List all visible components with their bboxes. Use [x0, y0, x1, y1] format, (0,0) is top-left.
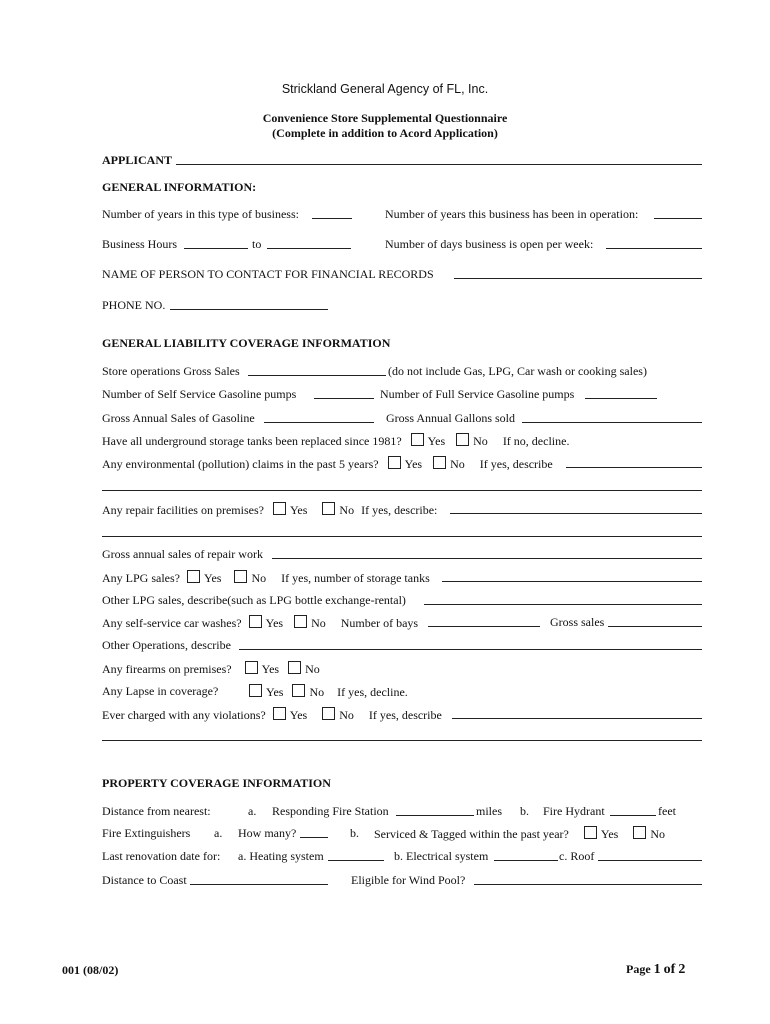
firearms-no-label: No — [305, 662, 320, 676]
other-ops-field[interactable] — [239, 649, 702, 650]
form-code: 001 (08/02) — [62, 963, 119, 977]
violations-note: If yes, describe — [368, 708, 442, 722]
car-wash-no-checkbox[interactable] — [294, 615, 307, 628]
violations-label: Ever charged with any violations? — [102, 708, 266, 722]
firearms-question — [102, 661, 320, 676]
repair-yes-label: Yes — [289, 503, 308, 517]
applicant-field[interactable] — [176, 164, 702, 165]
miles-label: miles — [476, 804, 502, 818]
hours-to-field[interactable] — [267, 248, 351, 249]
firearms-yes-checkbox[interactable] — [245, 661, 258, 674]
lpg-yes-checkbox[interactable] — [187, 570, 200, 583]
env-no-checkbox[interactable] — [433, 456, 446, 469]
violations-describe-field-2[interactable] — [102, 740, 702, 741]
serviced-yes-label: Yes — [600, 827, 619, 841]
years-type-label: Number of years in this type of business: — [102, 207, 299, 221]
env-describe-field-2[interactable] — [102, 490, 702, 491]
serviced-yes-checkbox[interactable] — [584, 826, 597, 839]
roof-label: c. Roof — [559, 849, 595, 863]
years-operation-field[interactable] — [654, 218, 702, 219]
hours-to-label: to — [252, 237, 262, 251]
repair-no-label: No — [339, 503, 355, 517]
repair-yes-checkbox[interactable] — [273, 502, 286, 515]
wind-pool-field[interactable] — [474, 884, 702, 885]
serviced-no-label: No — [650, 827, 666, 841]
electrical-label: b. Electrical system — [394, 849, 489, 863]
lpg-tanks-field[interactable] — [442, 581, 702, 582]
page-current: 1 — [653, 962, 661, 977]
lapse-yes-label: Yes — [266, 685, 284, 699]
full-pumps-field[interactable] — [585, 398, 657, 399]
violations-yes-checkbox[interactable] — [273, 707, 286, 720]
car-wash-no-label: No — [311, 616, 326, 630]
env-yes-label: Yes — [404, 457, 423, 471]
serviced-no-checkbox[interactable] — [633, 826, 646, 839]
page-of: of — [663, 962, 676, 977]
lapse-question — [102, 684, 218, 698]
extinguishers-b: b. — [350, 826, 359, 840]
gas-sales-label: Gross Annual Sales of Gasoline — [102, 411, 255, 425]
repair-note: If yes, describe: — [361, 503, 438, 517]
self-pumps-field[interactable] — [314, 398, 374, 399]
phone-label: PHONE NO. — [102, 298, 166, 312]
tanks-label: Have all underground storage tanks been replaced since 1981? — [102, 434, 402, 448]
roof-field[interactable] — [598, 860, 702, 861]
self-pumps-label: Number of Self Service Gasoline pumps — [102, 387, 297, 401]
distance-b: b. — [520, 804, 529, 818]
lpg-note: If yes, number of storage tanks — [281, 571, 430, 585]
feet-label: feet — [658, 804, 676, 818]
distance-a: a. — [248, 804, 257, 818]
applicant-label: APPLICANT — [102, 153, 173, 167]
lpg-no-checkbox[interactable] — [234, 570, 247, 583]
days-open-field[interactable] — [606, 248, 702, 249]
car-wash-yes-checkbox[interactable] — [249, 615, 262, 628]
repair-label: Any repair facilities on premises? — [102, 503, 264, 517]
lapse-note: If yes, decline. — [337, 685, 408, 699]
heating-field[interactable] — [328, 860, 384, 861]
car-wash-question — [102, 615, 418, 630]
lapse-options — [249, 684, 408, 699]
hours-from-field[interactable] — [184, 248, 248, 249]
gas-gallons-label: Gross Annual Gallons sold — [386, 411, 515, 425]
general-info-heading: GENERAL INFORMATION: — [102, 180, 257, 194]
station-label: Responding Fire Station — [272, 804, 389, 818]
wash-gross-label: Gross sales — [550, 615, 605, 629]
tanks-no-checkbox[interactable] — [456, 433, 469, 446]
lapse-label: Any Lapse in coverage? — [102, 684, 219, 698]
violations-no-label: No — [339, 708, 354, 722]
how-many-field[interactable] — [300, 837, 328, 838]
page-prefix: Page — [626, 962, 651, 976]
gas-gallons-field[interactable] — [522, 422, 702, 423]
firearms-yes-label: Yes — [261, 662, 280, 676]
car-wash-yes-label: Yes — [265, 616, 284, 630]
repair-sales-label: Gross annual sales of repair work — [102, 547, 263, 561]
env-yes-checkbox[interactable] — [388, 456, 401, 469]
tanks-question — [102, 433, 569, 448]
renovation-label: Last renovation date for: — [102, 849, 221, 863]
hydrant-field[interactable] — [610, 815, 656, 816]
full-pumps-label: Number of Full Service Gasoline pumps — [380, 387, 575, 401]
bays-label: Number of bays — [340, 616, 419, 630]
electrical-field[interactable] — [494, 860, 558, 861]
serviced-question — [374, 826, 665, 841]
gross-sales-field[interactable] — [248, 375, 386, 376]
tanks-yes-label: Yes — [427, 434, 446, 448]
hours-label: Business Hours — [102, 237, 178, 251]
repair-describe-field[interactable] — [450, 513, 702, 514]
form-title: Convenience Store Supplemental Questionnaire — [262, 111, 508, 125]
extinguishers-label: Fire Extinguishers — [102, 826, 191, 840]
env-label: Any environmental (pollution) claims in the past 5 years? — [102, 457, 379, 471]
tanks-note: If no, decline. — [502, 434, 570, 448]
bays-field[interactable] — [428, 626, 540, 627]
liability-heading: GENERAL LIABILITY COVERAGE INFORMATION — [102, 336, 391, 350]
repair-question — [102, 502, 437, 517]
lpg-question — [102, 570, 430, 585]
serviced-label: Serviced & Tagged within the past year? — [374, 827, 569, 841]
other-ops-label: Other Operations, describe — [102, 638, 231, 652]
repair-describe-field-2[interactable] — [102, 536, 702, 537]
days-open-label: Number of days business is open per week: — [385, 237, 594, 251]
property-heading: PROPERTY COVERAGE INFORMATION — [102, 776, 331, 790]
violations-describe-field[interactable] — [452, 718, 702, 719]
env-no-label: No — [450, 457, 465, 471]
repair-no-checkbox[interactable] — [322, 502, 335, 515]
gross-sales-label: Store operations Gross Sales — [102, 364, 240, 378]
env-note: If yes, describe — [479, 457, 553, 471]
form-subtitle: (Complete in addition to Acord Application) — [272, 126, 498, 140]
phone-field[interactable] — [170, 309, 328, 310]
wash-gross-field[interactable] — [608, 626, 702, 627]
gross-sales-note: (do not include Gas, LPG, Car wash or cooking sales) — [388, 364, 647, 378]
lapse-yes-checkbox[interactable] — [249, 684, 262, 697]
lapse-no-label: No — [309, 685, 325, 699]
years-type-field[interactable] — [312, 218, 352, 219]
repair-sales-field[interactable] — [272, 558, 702, 559]
gas-sales-field[interactable] — [264, 422, 374, 423]
other-lpg-field[interactable] — [424, 604, 702, 605]
agency-name: Strickland General Agency of FL, Inc. — [281, 82, 489, 96]
tanks-no-label: No — [473, 434, 488, 448]
firearms-label: Any firearms on premises? — [102, 662, 232, 676]
lapse-no-checkbox[interactable] — [292, 684, 305, 697]
violations-no-checkbox[interactable] — [322, 707, 335, 720]
page-total: 2 — [678, 962, 686, 977]
coast-label: Distance to Coast — [102, 873, 187, 887]
heating-label: a. Heating system — [238, 849, 324, 863]
contact-field[interactable] — [454, 278, 702, 279]
how-many-label: How many? — [238, 826, 297, 840]
lpg-no-label: No — [251, 571, 267, 585]
firearms-no-checkbox[interactable] — [288, 661, 301, 674]
other-lpg-label: Other LPG sales, describe(such as LPG bottle exchange-rental) — [102, 593, 406, 607]
page-number — [626, 962, 685, 977]
tanks-yes-checkbox[interactable] — [411, 433, 424, 446]
car-wash-label: Any self-service car washes? — [102, 616, 242, 630]
violations-yes-label: Yes — [289, 708, 308, 722]
env-describe-field[interactable] — [566, 467, 702, 468]
hydrant-label: Fire Hydrant — [543, 804, 605, 818]
contact-label: NAME OF PERSON TO CONTACT FOR FINANCIAL RECORDS — [102, 267, 434, 281]
violations-question — [102, 707, 442, 722]
lpg-label: Any LPG sales? — [102, 571, 180, 585]
years-operation-label: Number of years this business has been in operation: — [385, 207, 639, 221]
lpg-yes-label: Yes — [204, 571, 222, 585]
distance-label: Distance from nearest: — [102, 804, 211, 818]
coast-field[interactable] — [190, 884, 328, 885]
wind-pool-label: Eligible for Wind Pool? — [351, 873, 466, 887]
station-field[interactable] — [396, 815, 474, 816]
extinguishers-a: a. — [214, 826, 223, 840]
env-question — [102, 456, 553, 471]
